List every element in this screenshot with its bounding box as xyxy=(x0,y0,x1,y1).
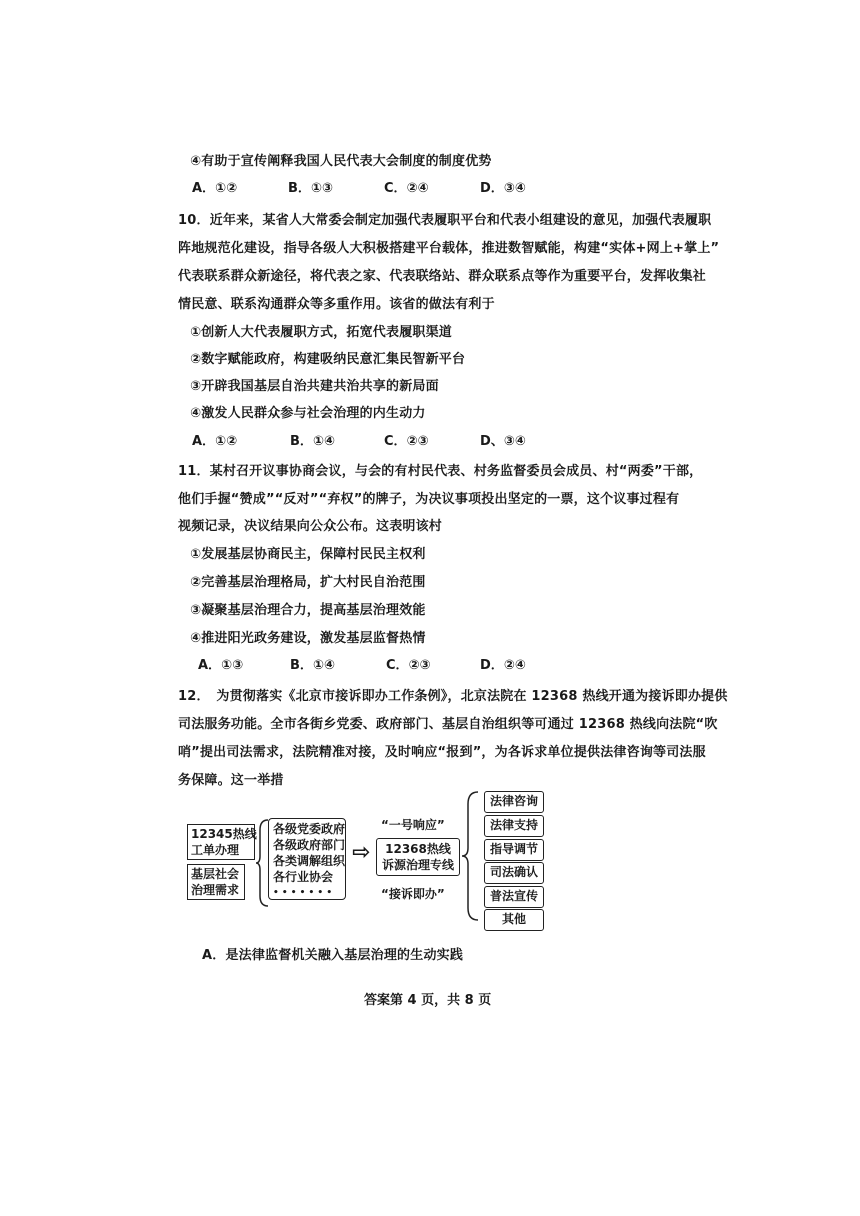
q11-stem-line-3: 视频记录，决议结果向公众公布。这表明该村 xyxy=(178,519,443,534)
q11-option-a: A．①③ xyxy=(198,658,244,673)
q12-stem-line-4: 务保障。这一举措 xyxy=(178,773,284,788)
q9-option-b: B．①③ xyxy=(288,181,333,196)
service-other: 其他 xyxy=(484,909,544,931)
q10-option-c: C．②③ xyxy=(384,434,429,449)
service-legal-consulting: 法律咨询 xyxy=(484,791,544,813)
q9-option-a: A．①② xyxy=(192,181,238,196)
q10-item-2: ②数字赋能政府，构建吸纳民意汇集民智新平台 xyxy=(190,352,466,367)
q10-option-b: B．①④ xyxy=(290,434,335,449)
label-handle-complaints: “接诉即办” xyxy=(381,887,445,901)
q12-stem-line-2: 司法服务功能。全市各街乡党委、政府部门、基层自治组织等可通过 12368 热线向法院“吹 xyxy=(178,717,718,732)
grassroots-demand-box: 基层社会 治理需求 xyxy=(187,864,245,900)
q11-item-2: ②完善基层治理格局，扩大村民自治范围 xyxy=(190,575,426,590)
q11-item-3: ③凝聚基层治理合力，提高基层治理效能 xyxy=(190,603,426,618)
q9-option-c: C．②④ xyxy=(384,181,429,196)
right-arrow-icon: ⇨ xyxy=(352,840,371,865)
hotline-12345-box: 12345热线 工单办理 xyxy=(187,824,255,860)
q12-option-a: A．是法律监督机关融入基层治理的生动实践 xyxy=(202,948,464,963)
q10-item-4: ④激发人民群众参与社会治理的内生动力 xyxy=(190,406,426,421)
q11-item-4: ④推进阳光政务建设，激发基层监督热情 xyxy=(190,631,426,646)
q10-stem-line-4: 情民意、联系沟通群众等多重作用。该省的做法有利于 xyxy=(178,297,495,312)
service-mediation-guidance: 指导调节 xyxy=(484,839,544,861)
q12-stem-line-1: 12． 为贯彻落实《北京市接诉即办工作条例》，北京法院在 12368 热线开通为接诉即办提供 xyxy=(178,689,728,704)
q9-option-d: D．③④ xyxy=(480,181,526,196)
organizations-box: 各级党委政府 各级政府部门 各类调解组织 各行业协会 • • • • • • • xyxy=(268,818,346,900)
page-footer: 答案第 4 页，共 8 页 xyxy=(364,993,492,1008)
q11-stem-line-1: 11．某村召开议事协商会议，与会的有村民代表、村务监督委员会成员、村“两委”干部， xyxy=(178,464,703,479)
service-law-publicity: 普法宣传 xyxy=(484,886,544,908)
q10-stem-line-2: 阵地规范化建设，指导各级人大积极搭建平台载体，推进数智赋能，构建“实体+网上+掌上” xyxy=(178,241,720,256)
q11-item-1: ①发展基层协商民主，保障村民民主权利 xyxy=(190,547,426,562)
q9-item-4: ④有助于宣传阐释我国人民代表大会制度的制度优势 xyxy=(190,154,492,169)
service-judicial-confirmation: 司法确认 xyxy=(484,862,544,884)
right-brace-icon xyxy=(462,790,480,922)
q10-stem-line-3: 代表联系群众新途径，将代表之家、代表联络站、群众联系点等作为重要平台，发挥收集社 xyxy=(178,269,707,284)
q10-item-1: ①创新人大代表履职方式，拓宽代表履职渠道 xyxy=(190,325,453,340)
q11-option-b: B．①④ xyxy=(290,658,335,673)
q10-option-d: D、③④ xyxy=(480,434,526,449)
service-legal-support: 法律支持 xyxy=(484,815,544,837)
q10-stem-line-1: 10．近年来，某省人大常委会制定加强代表履职平台和代表小组建设的意见，加强代表履职 xyxy=(178,213,712,228)
q10-option-a: A．①② xyxy=(192,434,238,449)
hotline-12368-box: 12368热线 诉源治理专线 xyxy=(376,838,460,876)
q11-option-d: D．②④ xyxy=(480,658,526,673)
q11-stem-line-2: 他们手握“赞成”“反对”“弃权”的牌子，为决议事项投出坚定的一票，这个议事过程有 xyxy=(178,492,680,507)
q12-stem-line-3: 哨”提出司法需求，法院精准对接，及时响应“报到”，为各诉求单位提供法律咨询等司法服 xyxy=(178,745,706,760)
label-first-response: “一号响应” xyxy=(381,818,445,832)
q11-option-c: C．②③ xyxy=(386,658,431,673)
q10-item-3: ③开辟我国基层自治共建共治共享的新局面 xyxy=(190,379,439,394)
